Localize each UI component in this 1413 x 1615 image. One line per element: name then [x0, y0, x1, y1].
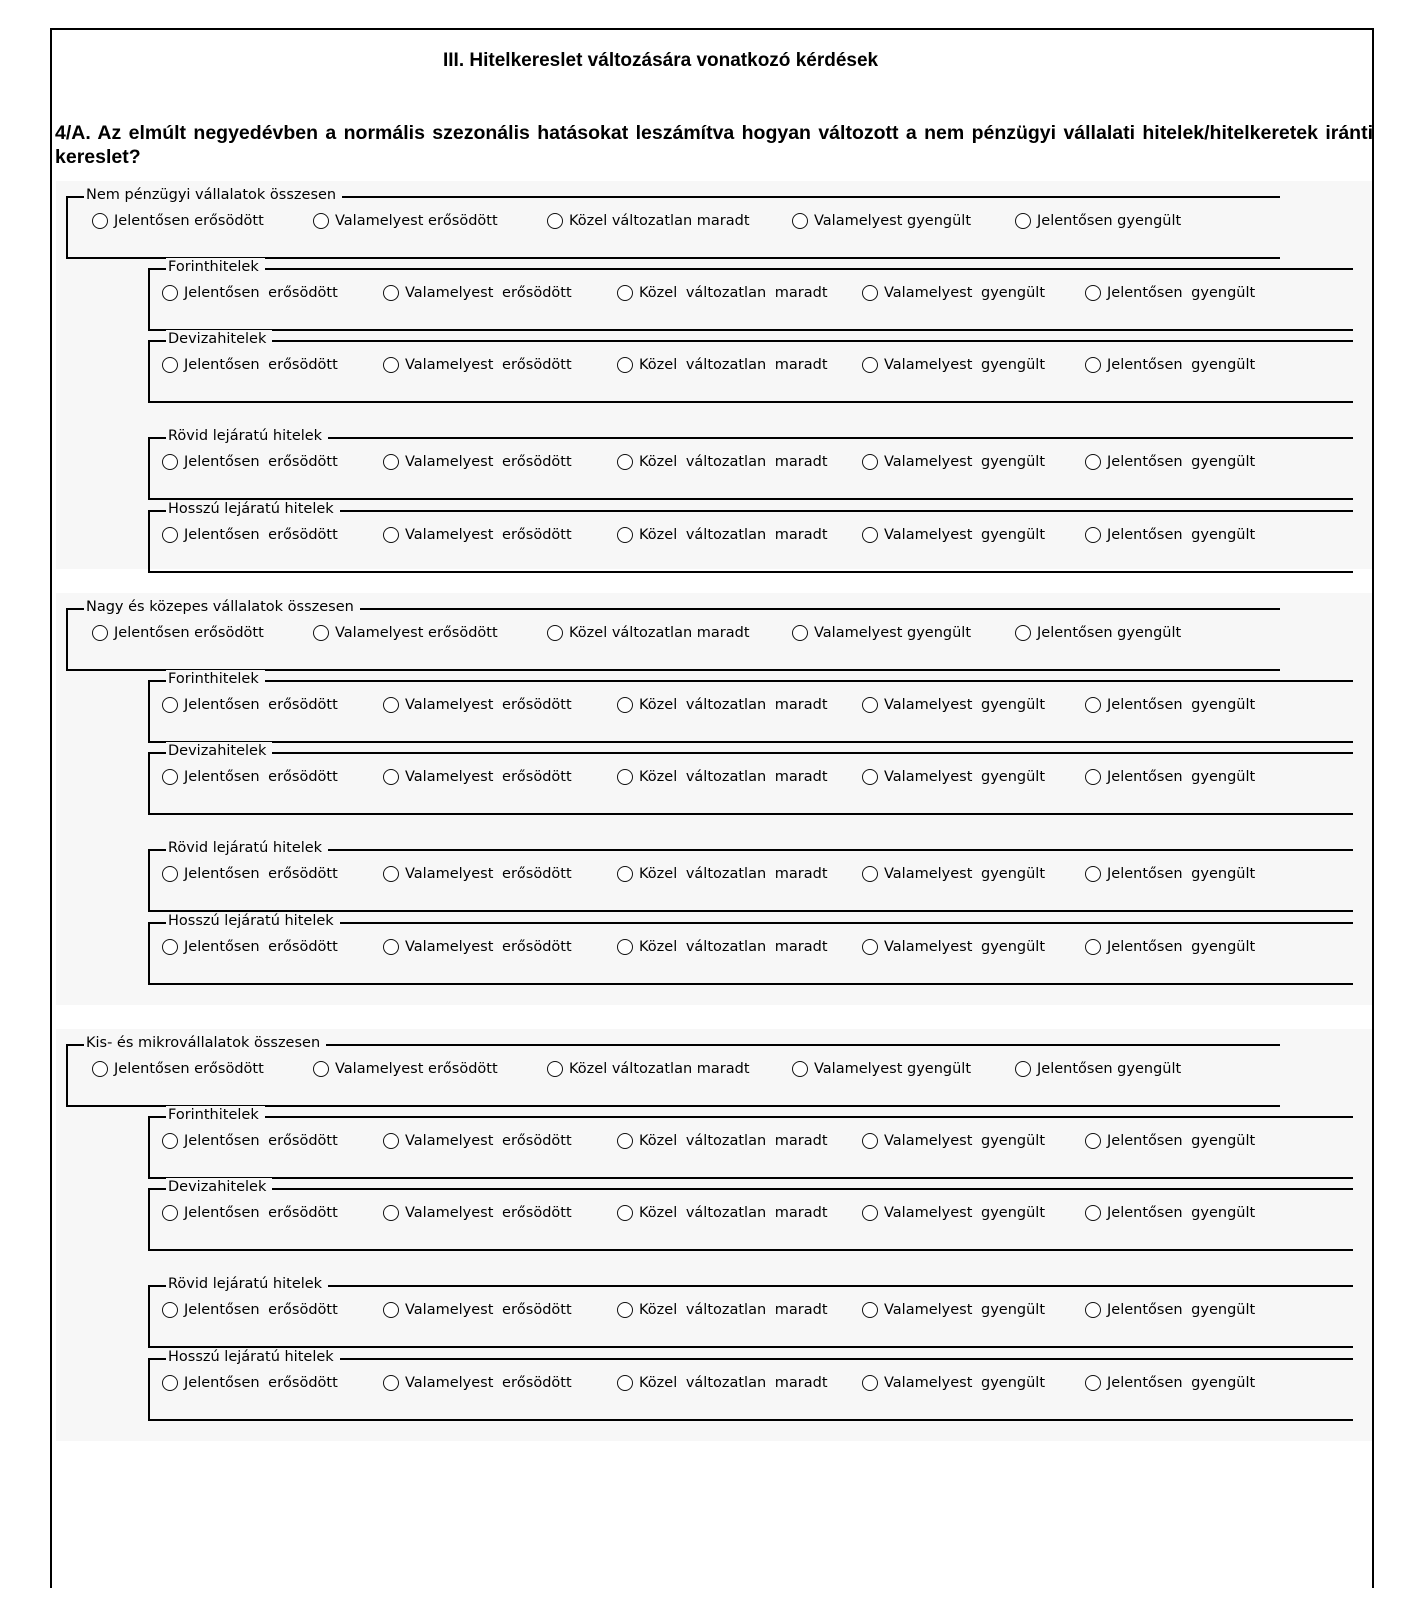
group-label: Nagy és közepes vállalatok összesen	[84, 598, 360, 616]
radio-button[interactable]	[1085, 769, 1101, 785]
radio-option-valamelyest-erosodott[interactable]	[383, 357, 572, 373]
sub-label: Forinthitelek	[166, 670, 265, 688]
radio-button[interactable]	[1085, 527, 1101, 543]
group-nem-penzugyi-vallalatok-osszesen	[56, 181, 1372, 569]
radio-option-label: Jelentősen gyengült	[1107, 1205, 1256, 1221]
sub-fieldset	[148, 1107, 1353, 1179]
radio-option-jelentosen-gyengult[interactable]	[1085, 1302, 1255, 1318]
radio-option-label: Jelentősen gyengült	[1037, 213, 1182, 229]
radio-button[interactable]	[162, 1133, 178, 1149]
radio-option-valamelyest-gyengult[interactable]	[862, 1205, 1045, 1221]
group-kis-es-mikrovallalatok-osszesen	[56, 1029, 1372, 1441]
radio-button[interactable]	[162, 697, 178, 713]
sub-label: Hosszú lejáratú hitelek	[166, 1348, 340, 1366]
radio-option-label: Jelentősen erősödött	[184, 357, 338, 373]
radio-button[interactable]	[1085, 454, 1101, 470]
radio-option-kozel-valtozatlan-maradt[interactable]	[547, 213, 750, 229]
radio-option-label: Közel változatlan maradt	[639, 1375, 828, 1391]
radio-option-label: Közel változatlan maradt	[569, 625, 750, 641]
radio-option-label: Közel változatlan maradt	[639, 1205, 828, 1221]
radio-button[interactable]	[862, 285, 878, 301]
radio-option-valamelyest-gyengult[interactable]	[862, 1302, 1045, 1318]
radio-option-label: Jelentősen gyengült	[1107, 357, 1256, 373]
radio-option-label: Valamelyest erősödött	[405, 357, 572, 373]
radio-option-label: Valamelyest erősödött	[405, 285, 572, 301]
radio-option-label: Közel változatlan maradt	[639, 1133, 828, 1149]
radio-option-label: Valamelyest gyengült	[884, 527, 1046, 543]
radio-button[interactable]	[1085, 866, 1101, 882]
radio-button[interactable]	[862, 866, 878, 882]
radio-button[interactable]	[862, 357, 878, 373]
radio-option-valamelyest-gyengult[interactable]	[862, 527, 1045, 543]
radio-option-kozel-valtozatlan-maradt[interactable]	[617, 697, 828, 713]
radio-option-valamelyest-gyengult[interactable]	[862, 697, 1045, 713]
radio-button[interactable]	[162, 1205, 178, 1221]
radio-option-valamelyest-gyengult[interactable]	[862, 357, 1045, 373]
sub-fieldset	[148, 671, 1353, 743]
sub-label: Rövid lejáratú hitelek	[166, 427, 328, 445]
radio-option-label: Közel változatlan maradt	[639, 1302, 828, 1318]
sub-fieldset	[148, 1179, 1353, 1251]
radio-button[interactable]	[383, 939, 399, 955]
sub-fieldset	[148, 1349, 1353, 1421]
radio-button[interactable]	[313, 213, 329, 229]
fieldset-border	[150, 437, 1353, 439]
radio-option-label: Valamelyest erősödött	[405, 1302, 572, 1318]
radio-option-label: Jelentősen erősödött	[114, 625, 264, 641]
radio-option-kozel-valtozatlan-maradt[interactable]	[617, 285, 828, 301]
fieldset-border	[150, 1116, 1353, 1118]
radio-option-valamelyest-erosodott[interactable]	[383, 1133, 572, 1149]
radio-option-label: Közel változatlan maradt	[569, 1061, 750, 1077]
radio-button[interactable]	[383, 1302, 399, 1318]
radio-option-valamelyest-erosodott[interactable]	[383, 285, 572, 301]
radio-option-valamelyest-erosodott[interactable]	[383, 866, 572, 882]
radio-option-valamelyest-erosodott[interactable]	[313, 213, 498, 229]
radio-option-label: Valamelyest gyengült	[884, 939, 1046, 955]
radio-option-valamelyest-erosodott[interactable]	[383, 697, 572, 713]
radio-option-valamelyest-gyengult[interactable]	[862, 939, 1045, 955]
radio-option-valamelyest-erosodott[interactable]	[383, 1302, 572, 1318]
radio-option-label: Valamelyest gyengült	[884, 1205, 1046, 1221]
radio-option-label: Valamelyest gyengült	[884, 769, 1046, 785]
radio-option-kozel-valtozatlan-maradt[interactable]	[617, 1205, 828, 1221]
radio-option-jelentosen-erosodott[interactable]	[162, 697, 338, 713]
radio-option-kozel-valtozatlan-maradt[interactable]	[617, 1375, 828, 1391]
radio-option-label: Jelentősen erősödött	[184, 1302, 338, 1318]
radio-option-label: Valamelyest gyengült	[884, 285, 1046, 301]
radio-option-valamelyest-gyengult[interactable]	[792, 625, 971, 641]
radio-option-label: Jelentősen erősödött	[184, 1375, 338, 1391]
radio-option-kozel-valtozatlan-maradt[interactable]	[547, 625, 750, 641]
fieldset-border	[150, 1285, 1353, 1287]
radio-option-label: Jelentősen gyengült	[1107, 697, 1256, 713]
radio-button[interactable]	[1085, 697, 1101, 713]
radio-button[interactable]	[792, 213, 808, 229]
radio-option-jelentosen-erosodott[interactable]	[162, 527, 338, 543]
radio-button[interactable]	[1085, 285, 1101, 301]
radio-button[interactable]	[1085, 357, 1101, 373]
radio-option-label: Valamelyest gyengült	[884, 1375, 1046, 1391]
radio-option-jelentosen-erosodott[interactable]	[162, 1205, 338, 1221]
radio-option-label: Valamelyest erősödött	[335, 1061, 498, 1077]
radio-option-label: Valamelyest erősödött	[405, 866, 572, 882]
radio-option-label: Közel változatlan maradt	[639, 866, 828, 882]
radio-button[interactable]	[383, 1205, 399, 1221]
radio-button[interactable]	[92, 625, 108, 641]
radio-button[interactable]	[617, 866, 633, 882]
radio-button[interactable]	[1015, 1061, 1031, 1077]
radio-button[interactable]	[92, 1061, 108, 1077]
radio-button[interactable]	[162, 285, 178, 301]
radio-button[interactable]	[162, 1302, 178, 1318]
radio-option-jelentosen-gyengult[interactable]	[1085, 697, 1255, 713]
group-fieldset	[66, 187, 1280, 259]
fieldset-border	[150, 1188, 1353, 1190]
radio-button[interactable]	[162, 454, 178, 470]
sub-fieldset	[148, 840, 1353, 912]
radio-option-kozel-valtozatlan-maradt[interactable]	[617, 866, 828, 882]
radio-option-valamelyest-erosodott[interactable]	[313, 625, 498, 641]
radio-option-valamelyest-gyengult[interactable]	[862, 285, 1045, 301]
radio-option-label: Közel változatlan maradt	[639, 769, 828, 785]
radio-button[interactable]	[862, 454, 878, 470]
sub-label: Devizahitelek	[166, 330, 272, 348]
radio-button[interactable]	[1085, 1302, 1101, 1318]
radio-option-label: Valamelyest gyengült	[884, 1302, 1046, 1318]
radio-option-label: Jelentősen erősödött	[184, 697, 338, 713]
radio-option-jelentosen-gyengult[interactable]	[1085, 527, 1255, 543]
radio-button[interactable]	[862, 769, 878, 785]
radio-option-label: Valamelyest erősödött	[405, 1375, 572, 1391]
radio-option-label: Közel változatlan maradt	[639, 357, 828, 373]
radio-option-kozel-valtozatlan-maradt[interactable]	[617, 527, 828, 543]
radio-option-valamelyest-gyengult[interactable]	[792, 1061, 971, 1077]
radio-option-label: Jelentősen gyengült	[1107, 1133, 1256, 1149]
section-title: III. Hitelkereslet változására vonatkozó kérdések	[443, 50, 879, 71]
fieldset-border	[150, 268, 1353, 270]
radio-button[interactable]	[162, 527, 178, 543]
radio-option-valamelyest-erosodott[interactable]	[383, 769, 572, 785]
radio-option-jelentosen-erosodott[interactable]	[162, 769, 338, 785]
sub-fieldset	[148, 1276, 1353, 1348]
radio-option-jelentosen-gyengult[interactable]	[1085, 285, 1255, 301]
radio-button[interactable]	[1085, 939, 1101, 955]
radio-option-jelentosen-erosodott[interactable]	[162, 866, 338, 882]
radio-button[interactable]	[313, 625, 329, 641]
radio-button[interactable]	[617, 1133, 633, 1149]
radio-option-valamelyest-erosodott[interactable]	[383, 1205, 572, 1221]
radio-button[interactable]	[383, 357, 399, 373]
radio-option-label: Valamelyest erősödött	[335, 213, 498, 229]
radio-option-label: Jelentősen erősödött	[114, 213, 264, 229]
radio-button[interactable]	[383, 697, 399, 713]
radio-option-kozel-valtozatlan-maradt[interactable]	[617, 1302, 828, 1318]
radio-option-valamelyest-erosodott[interactable]	[383, 454, 572, 470]
radio-option-label: Jelentősen gyengült	[1107, 285, 1256, 301]
radio-option-label: Jelentősen erősödött	[184, 285, 338, 301]
radio-button[interactable]	[617, 769, 633, 785]
radio-button[interactable]	[1015, 213, 1031, 229]
radio-button[interactable]	[547, 213, 563, 229]
radio-button[interactable]	[383, 1375, 399, 1391]
group-nagy-es-kozepes-vallalatok-osszesen	[56, 593, 1372, 1005]
radio-option-label: Valamelyest gyengült	[814, 1061, 972, 1077]
radio-option-jelentosen-gyengult[interactable]	[1085, 1205, 1255, 1221]
radio-option-label: Valamelyest erősödött	[405, 1133, 572, 1149]
radio-option-label: Valamelyest gyengült	[814, 625, 972, 641]
radio-option-jelentosen-erosodott[interactable]	[92, 213, 264, 229]
radio-button[interactable]	[383, 454, 399, 470]
radio-option-label: Valamelyest gyengült	[884, 697, 1046, 713]
radio-option-valamelyest-erosodott[interactable]	[383, 527, 572, 543]
group-label: Kis- és mikrovállalatok összesen	[84, 1034, 326, 1052]
sub-label: Forinthitelek	[166, 258, 265, 276]
radio-option-jelentosen-gyengult[interactable]	[1015, 1061, 1181, 1077]
radio-option-kozel-valtozatlan-maradt[interactable]	[547, 1061, 750, 1077]
radio-button[interactable]	[1015, 625, 1031, 641]
radio-option-jelentosen-gyengult[interactable]	[1085, 1133, 1255, 1149]
radio-button[interactable]	[383, 1133, 399, 1149]
radio-option-jelentosen-gyengult[interactable]	[1085, 1375, 1255, 1391]
radio-option-kozel-valtozatlan-maradt[interactable]	[617, 1133, 828, 1149]
radio-button[interactable]	[617, 454, 633, 470]
radio-option-label: Valamelyest gyengült	[884, 866, 1046, 882]
radio-button[interactable]	[862, 939, 878, 955]
radio-option-valamelyest-gyengult[interactable]	[862, 769, 1045, 785]
radio-button[interactable]	[547, 1061, 563, 1077]
radio-button[interactable]	[617, 1375, 633, 1391]
radio-button[interactable]	[792, 625, 808, 641]
radio-button[interactable]	[162, 1375, 178, 1391]
radio-option-label: Közel változatlan maradt	[569, 213, 750, 229]
radio-button[interactable]	[617, 939, 633, 955]
fieldset-border	[150, 849, 1353, 851]
radio-option-label: Valamelyest erősödött	[405, 454, 572, 470]
sub-fieldset	[148, 913, 1353, 985]
sub-label: Devizahitelek	[166, 742, 272, 760]
radio-button[interactable]	[162, 769, 178, 785]
sub-fieldset	[148, 743, 1353, 815]
radio-button[interactable]	[1085, 1205, 1101, 1221]
radio-button[interactable]	[92, 213, 108, 229]
radio-option-kozel-valtozatlan-maradt[interactable]	[617, 769, 828, 785]
radio-option-label: Jelentősen gyengült	[1107, 769, 1256, 785]
radio-button[interactable]	[162, 866, 178, 882]
fieldset-border	[150, 752, 1353, 754]
sub-label: Rövid lejáratú hitelek	[166, 839, 328, 857]
sub-label: Devizahitelek	[166, 1178, 272, 1196]
group-fieldset	[66, 1035, 1280, 1107]
radio-button[interactable]	[1085, 1375, 1101, 1391]
radio-option-jelentosen-erosodott[interactable]	[162, 1375, 338, 1391]
radio-option-valamelyest-erosodott[interactable]	[383, 1375, 572, 1391]
fieldset-border	[150, 680, 1353, 682]
radio-option-jelentosen-erosodott[interactable]	[162, 1302, 338, 1318]
radio-option-jelentosen-gyengult[interactable]	[1015, 213, 1181, 229]
radio-button[interactable]	[617, 697, 633, 713]
radio-option-jelentosen-gyengult[interactable]	[1085, 454, 1255, 470]
radio-option-label: Valamelyest gyengült	[884, 1133, 1046, 1149]
radio-option-valamelyest-gyengult[interactable]	[862, 1133, 1045, 1149]
radio-option-jelentosen-gyengult[interactable]	[1085, 357, 1255, 373]
group-label: Nem pénzügyi vállalatok összesen	[84, 186, 342, 204]
question-text: 4/A. Az elmúlt negyedévben a normális szezonális hatásokat leszámítva hogyan változott a nem pénzügyi vállalati hitelek/hitelkeretek iránti kereslet?	[55, 122, 1373, 168]
group-fieldset	[66, 599, 1280, 671]
sub-fieldset	[148, 501, 1353, 573]
radio-button[interactable]	[792, 1061, 808, 1077]
sub-label: Hosszú lejáratú hitelek	[166, 912, 340, 930]
radio-option-label: Valamelyest erősödött	[405, 697, 572, 713]
radio-button[interactable]	[862, 697, 878, 713]
sub-label: Hosszú lejáratú hitelek	[166, 500, 340, 518]
radio-button[interactable]	[383, 285, 399, 301]
radio-option-label: Valamelyest erősödött	[335, 625, 498, 641]
radio-option-label: Jelentősen erősödött	[184, 866, 338, 882]
radio-option-label: Közel változatlan maradt	[639, 285, 828, 301]
radio-button[interactable]	[862, 1375, 878, 1391]
radio-option-label: Valamelyest erősödött	[405, 939, 572, 955]
radio-option-label: Jelentősen gyengült	[1107, 1302, 1256, 1318]
radio-option-label: Valamelyest gyengült	[884, 357, 1046, 373]
radio-option-label: Jelentősen erősödött	[184, 939, 338, 955]
radio-option-jelentosen-erosodott[interactable]	[162, 454, 338, 470]
radio-option-kozel-valtozatlan-maradt[interactable]	[617, 454, 828, 470]
fieldset-border	[150, 340, 1353, 342]
radio-option-jelentosen-gyengult[interactable]	[1085, 769, 1255, 785]
radio-option-valamelyest-gyengult[interactable]	[862, 866, 1045, 882]
radio-option-jelentosen-gyengult[interactable]	[1085, 939, 1255, 955]
radio-option-valamelyest-erosodott[interactable]	[313, 1061, 498, 1077]
radio-option-label: Valamelyest erősödött	[405, 527, 572, 543]
radio-option-label: Közel változatlan maradt	[639, 454, 828, 470]
radio-option-label: Valamelyest gyengült	[884, 454, 1046, 470]
radio-option-label: Jelentősen gyengült	[1107, 866, 1256, 882]
radio-option-label: Közel változatlan maradt	[639, 527, 828, 543]
radio-button[interactable]	[162, 939, 178, 955]
radio-option-jelentosen-gyengult[interactable]	[1015, 625, 1181, 641]
radio-button[interactable]	[1085, 1133, 1101, 1149]
radio-button[interactable]	[313, 1061, 329, 1077]
radio-button[interactable]	[617, 1302, 633, 1318]
radio-option-label: Jelentősen gyengült	[1037, 625, 1182, 641]
sub-fieldset	[148, 331, 1353, 403]
radio-option-jelentosen-erosodott[interactable]	[162, 357, 338, 373]
radio-option-label: Jelentősen gyengült	[1037, 1061, 1182, 1077]
radio-option-label: Jelentősen gyengült	[1107, 1375, 1256, 1391]
radio-option-label: Jelentősen gyengült	[1107, 527, 1256, 543]
radio-option-valamelyest-erosodott[interactable]	[383, 939, 572, 955]
radio-button[interactable]	[862, 527, 878, 543]
sub-fieldset	[148, 259, 1353, 331]
radio-option-label: Jelentősen erősödött	[184, 1133, 338, 1149]
radio-option-jelentosen-gyengult[interactable]	[1085, 866, 1255, 882]
radio-option-label: Jelentősen erősödött	[184, 454, 338, 470]
sub-label: Forinthitelek	[166, 1106, 265, 1124]
radio-option-jelentosen-erosodott[interactable]	[162, 285, 338, 301]
radio-button[interactable]	[862, 1133, 878, 1149]
radio-button[interactable]	[862, 1302, 878, 1318]
radio-button[interactable]	[547, 625, 563, 641]
radio-button[interactable]	[383, 866, 399, 882]
radio-button[interactable]	[617, 1205, 633, 1221]
radio-option-label: Jelentősen erősödött	[184, 527, 338, 543]
radio-button[interactable]	[383, 527, 399, 543]
radio-option-label: Valamelyest erősödött	[405, 769, 572, 785]
radio-option-kozel-valtozatlan-maradt[interactable]	[617, 357, 828, 373]
radio-option-jelentosen-erosodott[interactable]	[162, 939, 338, 955]
radio-option-label: Közel változatlan maradt	[639, 939, 828, 955]
radio-button[interactable]	[617, 357, 633, 373]
radio-option-label: Jelentősen gyengült	[1107, 939, 1256, 955]
radio-option-label: Jelentősen erősödött	[184, 1205, 338, 1221]
radio-button[interactable]	[862, 1205, 878, 1221]
radio-option-label: Jelentősen gyengült	[1107, 454, 1256, 470]
radio-option-valamelyest-gyengult[interactable]	[792, 213, 971, 229]
sub-fieldset	[148, 428, 1353, 500]
radio-option-label: Jelentősen erősödött	[114, 1061, 264, 1077]
radio-option-kozel-valtozatlan-maradt[interactable]	[617, 939, 828, 955]
radio-option-label: Jelentősen erősödött	[184, 769, 338, 785]
radio-button[interactable]	[383, 769, 399, 785]
radio-option-valamelyest-gyengult[interactable]	[862, 454, 1045, 470]
radio-option-jelentosen-erosodott[interactable]	[162, 1133, 338, 1149]
radio-button[interactable]	[617, 285, 633, 301]
sub-label: Rövid lejáratú hitelek	[166, 1275, 328, 1293]
radio-option-jelentosen-erosodott[interactable]	[92, 625, 264, 641]
radio-option-label: Valamelyest erősödött	[405, 1205, 572, 1221]
radio-button[interactable]	[617, 527, 633, 543]
radio-button[interactable]	[162, 357, 178, 373]
radio-option-valamelyest-gyengult[interactable]	[862, 1375, 1045, 1391]
radio-option-label: Közel változatlan maradt	[639, 697, 828, 713]
radio-option-jelentosen-erosodott[interactable]	[92, 1061, 264, 1077]
radio-option-label: Valamelyest gyengült	[814, 213, 972, 229]
